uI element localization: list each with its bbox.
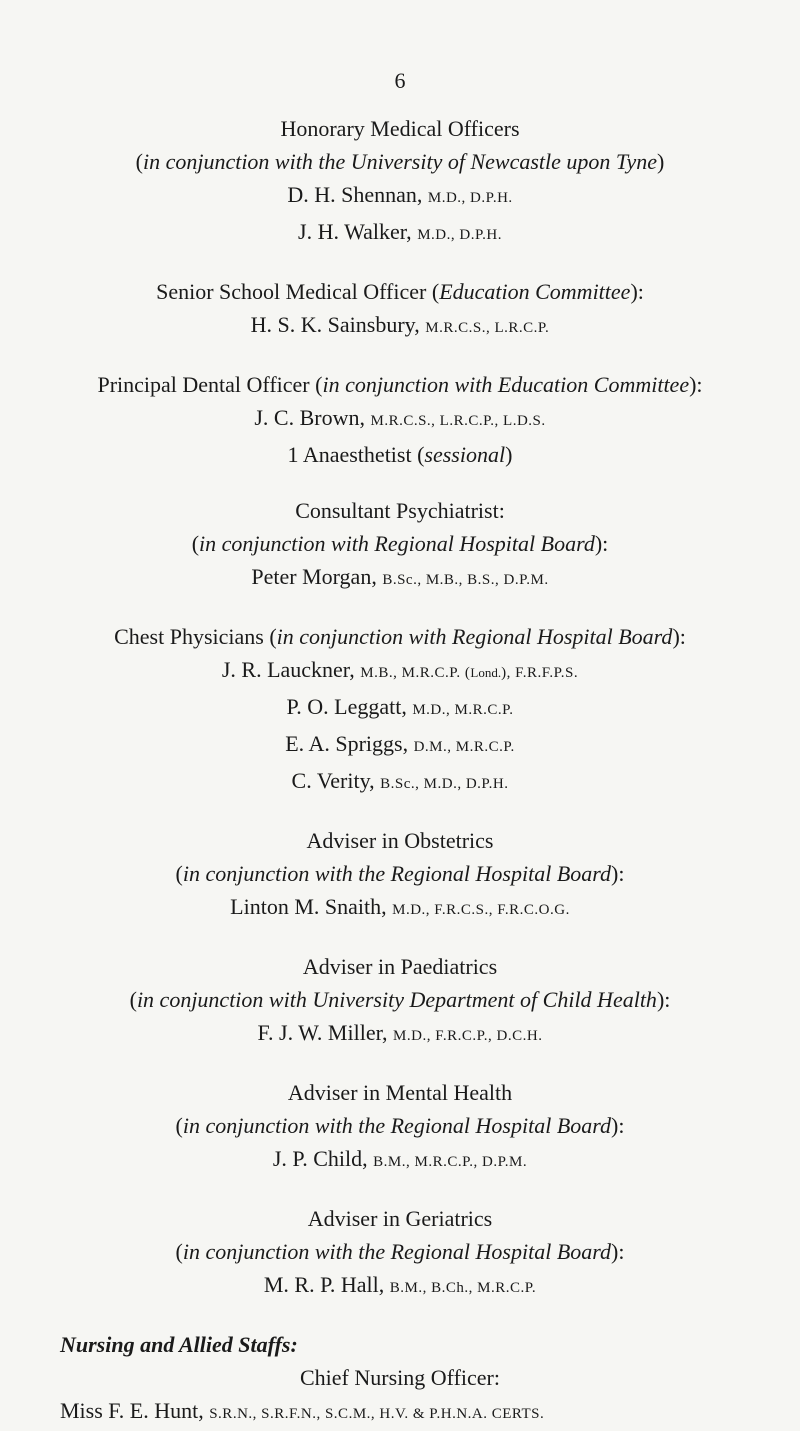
person-entry: J. P. Child, B.M., M.R.C.P., D.P.M. <box>272 1146 528 1171</box>
section-note: (in conjunction with Regional Hospital Board): <box>191 531 609 556</box>
section-chest-physicians <box>0 620 800 801</box>
person-entry: D. H. Shennan, M.D., D.P.H. <box>287 182 513 207</box>
section-nursing-allied-staffs <box>0 1328 800 1431</box>
section-title: Consultant Psychiatrist: <box>295 498 505 523</box>
section-title: Principal Dental Officer (in conjunction with Education Committee): <box>97 372 703 397</box>
person-entry: J. H. Walker, M.D., D.P.H. <box>298 219 502 244</box>
person-entry: J. R. Lauckner, M.B., M.R.C.P. (Lond.), F.R.F.P.S. <box>221 657 579 682</box>
person-entry: C. Verity, B.Sc., M.D., D.P.H. <box>291 768 509 793</box>
section-title: Honorary Medical Officers <box>280 116 520 141</box>
section-adviser-obstetrics <box>0 824 800 927</box>
section-adviser-paediatrics <box>0 950 800 1053</box>
person-entry: F. J. W. Miller, M.D., F.R.C.P., D.C.H. <box>257 1020 543 1045</box>
section-title: Adviser in Paediatrics <box>302 954 498 979</box>
person-entry: Linton M. Snaith, M.D., F.R.C.S., F.R.C.O.G. <box>230 894 570 919</box>
section-heading: Nursing and Allied Staffs: <box>60 1332 298 1357</box>
section-honorary-medical-officers <box>0 112 800 252</box>
section-title: Adviser in Geriatrics <box>307 1206 493 1231</box>
person-entry: E. A. Spriggs, D.M., M.R.C.P. <box>285 731 515 756</box>
section-note: (in conjunction with the University of Newcastle upon Tyne) <box>135 149 665 174</box>
section-adviser-mental-health <box>0 1076 800 1179</box>
section-title: Adviser in Obstetrics <box>306 828 494 853</box>
section-title: Chest Physicians (in conjunction with Regional Hospital Board): <box>114 624 686 649</box>
section-senior-school-medical-officer <box>0 275 800 345</box>
person-entry: J. C. Brown, M.R.C.S., L.R.C.P., L.D.S. <box>254 405 546 430</box>
section-adviser-geriatrics <box>0 1202 800 1305</box>
person-entry: Miss F. E. Hunt, S.R.N., S.R.F.N., S.C.M., H.V. & P.H.N.A. CERTS. <box>60 1398 545 1423</box>
section-title: Adviser in Mental Health <box>287 1080 513 1105</box>
anaesthetist-entry: 1 Anaesthetist (sessional) <box>287 442 513 467</box>
section-note: (in conjunction with University Department of Child Health): <box>129 987 671 1012</box>
section-note: (in conjunction with the Regional Hospital Board): <box>175 861 625 886</box>
staff-list <box>0 112 800 1431</box>
person-entry: P. O. Leggatt, M.D., M.R.C.P. <box>286 694 514 719</box>
section-principal-dental-officer <box>0 368 800 471</box>
section-consultant-psychiatrist <box>0 494 800 597</box>
section-title: Senior School Medical Officer (Education Committee): <box>156 279 644 304</box>
person-entry: H. S. K. Sainsbury, M.R.C.S., L.R.C.P. <box>250 312 550 337</box>
section-note: (in conjunction with the Regional Hospital Board): <box>175 1113 625 1138</box>
page-number: 6 <box>394 68 406 93</box>
section-note: (in conjunction with the Regional Hospital Board): <box>175 1239 625 1264</box>
section-title: Chief Nursing Officer: <box>300 1365 500 1390</box>
person-entry: Peter Morgan, B.Sc., M.B., B.S., D.P.M. <box>251 564 549 589</box>
person-entry: M. R. P. Hall, B.M., B.Ch., M.R.C.P. <box>263 1272 537 1297</box>
